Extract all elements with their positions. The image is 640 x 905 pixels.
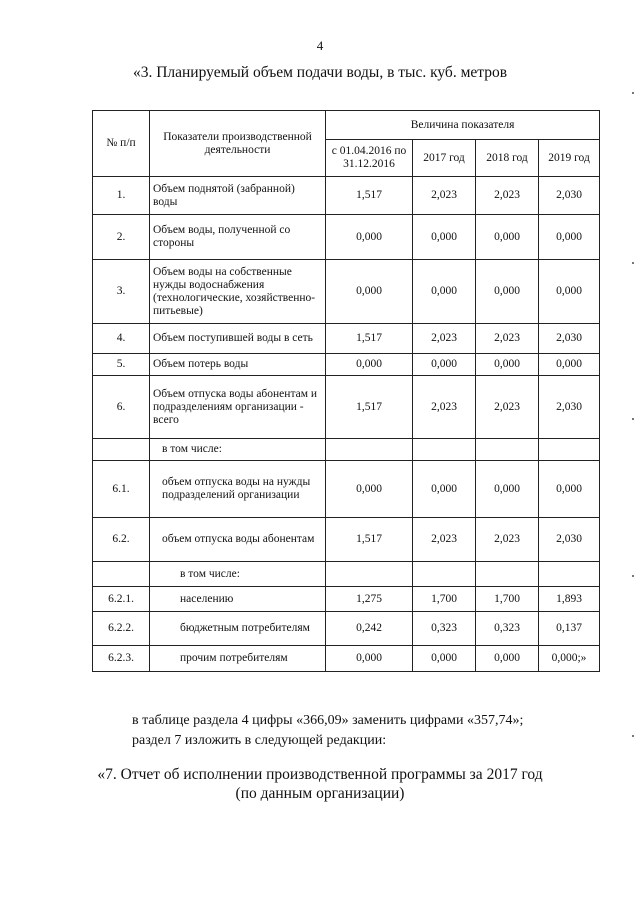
row-value	[476, 439, 539, 461]
row-name: бюджетным потребителям	[150, 612, 326, 646]
row-value: 0,000	[413, 354, 476, 376]
row-value: 2,023	[413, 518, 476, 562]
row-num	[93, 439, 150, 461]
table-row	[93, 461, 600, 518]
scan-artifact-dot	[632, 575, 634, 577]
row-value: 0,242	[326, 612, 413, 646]
row-value: 0,000	[476, 215, 539, 260]
row-value: 0,000	[539, 461, 600, 518]
row-value: 2,030	[539, 324, 600, 354]
page-number: 4	[316, 38, 324, 53]
scan-artifact-dot	[632, 92, 634, 94]
table-row	[93, 562, 600, 587]
row-value: 0,000	[539, 260, 600, 324]
row-value: 0,137	[539, 612, 600, 646]
table-row	[93, 215, 600, 260]
header-period-2019: 2019 год	[539, 140, 600, 177]
row-num: 1.	[93, 177, 150, 215]
row-num: 6.2.3.	[93, 646, 150, 672]
row-value: 1,517	[326, 324, 413, 354]
row-num	[93, 562, 150, 587]
row-value: 1,700	[413, 587, 476, 612]
row-name: объем отпуска воды на нужды подразделений организации	[150, 461, 326, 518]
row-num: 6.2.1.	[93, 587, 150, 612]
row-name: прочим потребителям	[150, 646, 326, 672]
next-section-title	[0, 765, 640, 803]
header-value-group: Величина показателя	[326, 111, 600, 140]
row-value: 0,000	[476, 354, 539, 376]
header-period-2018: 2018 год	[476, 140, 539, 177]
section-title: «3. Планируемый объем подачи воды, в тыс. куб. метров	[132, 64, 508, 81]
row-value: 2,030	[539, 177, 600, 215]
row-num: 4.	[93, 324, 150, 354]
row-name: Объем поступившей воды в сеть	[150, 324, 326, 354]
row-num: 6.	[93, 376, 150, 439]
header-indicators: Показатели производственной деятельности	[150, 111, 326, 177]
row-name: в том числе:	[150, 562, 326, 587]
row-name: Объем воды, полученной со стороны	[150, 215, 326, 260]
row-name: Объем воды на собственные нужды водоснабжения (технологические, хозяйственно-питьевые)	[150, 260, 326, 324]
row-value: 0,000	[413, 646, 476, 672]
row-value: 0,000	[476, 461, 539, 518]
row-name: Объем потерь воды	[150, 354, 326, 376]
row-value: 0,323	[413, 612, 476, 646]
row-name: в том числе:	[150, 439, 326, 461]
body-text-line: в таблице раздела 4 цифры «366,09» заменить цифрами «357,74»;	[132, 713, 524, 728]
row-value: 0,000	[413, 260, 476, 324]
row-value: 0,000	[413, 215, 476, 260]
scan-artifact-dot	[632, 262, 634, 264]
row-value: 0,000	[326, 354, 413, 376]
table-row	[93, 518, 600, 562]
next-section-title-line: (по данным организации)	[235, 785, 405, 802]
row-value: 1,700	[476, 587, 539, 612]
table-row	[93, 439, 600, 461]
row-value: 0,000;»	[539, 646, 600, 672]
row-value: 0,000	[326, 646, 413, 672]
body-text-line: раздел 7 изложить в следующей редакции:	[132, 733, 387, 748]
row-value	[539, 439, 600, 461]
row-value: 2,023	[476, 324, 539, 354]
row-value: 1,517	[326, 177, 413, 215]
row-value	[476, 562, 539, 587]
row-value	[326, 439, 413, 461]
row-value: 2,023	[413, 177, 476, 215]
row-name: Объем поднятой (забранной) воды	[150, 177, 326, 215]
row-value: 0,000	[326, 461, 413, 518]
scan-artifact-dot	[632, 735, 634, 737]
row-value: 1,275	[326, 587, 413, 612]
table-row	[93, 587, 600, 612]
row-value: 2,023	[413, 324, 476, 354]
row-num: 6.2.2.	[93, 612, 150, 646]
water-supply-table	[92, 110, 600, 672]
row-name: Объем отпуска воды абонентам и подразделениям организации - всего	[150, 376, 326, 439]
row-value: 0,000	[476, 646, 539, 672]
row-value: 2,023	[476, 177, 539, 215]
row-value	[413, 562, 476, 587]
scan-artifact-dot	[632, 418, 634, 420]
table-row	[93, 612, 600, 646]
table-row	[93, 376, 600, 439]
header-num: № п/п	[93, 111, 150, 177]
row-num: 3.	[93, 260, 150, 324]
row-value: 1,517	[326, 518, 413, 562]
row-value: 2,030	[539, 376, 600, 439]
row-value	[326, 562, 413, 587]
row-name: населению	[150, 587, 326, 612]
row-value: 0,000	[326, 260, 413, 324]
row-name: объем отпуска воды абонентам	[150, 518, 326, 562]
row-value: 0,000	[326, 215, 413, 260]
row-value	[413, 439, 476, 461]
row-value: 2,023	[476, 518, 539, 562]
row-value: 0,323	[476, 612, 539, 646]
table-row	[93, 177, 600, 215]
next-section-title-line: «7. Отчет об исполнении производственной программы за 2017 год	[97, 766, 543, 783]
row-value: 0,000	[539, 215, 600, 260]
table-row	[93, 646, 600, 672]
row-num: 6.2.	[93, 518, 150, 562]
row-num: 6.1.	[93, 461, 150, 518]
table-row	[93, 354, 600, 376]
row-num: 5.	[93, 354, 150, 376]
row-value: 0,000	[476, 260, 539, 324]
header-period-2017: 2017 год	[413, 140, 476, 177]
row-value: 1,517	[326, 376, 413, 439]
row-value: 2,023	[476, 376, 539, 439]
row-value: 2,030	[539, 518, 600, 562]
row-value: 2,023	[413, 376, 476, 439]
row-value: 1,893	[539, 587, 600, 612]
table-row	[93, 260, 600, 324]
row-value	[539, 562, 600, 587]
row-value: 0,000	[413, 461, 476, 518]
header-period-2016: с 01.04.2016 по 31.12.2016	[326, 140, 413, 177]
row-value: 0,000	[539, 354, 600, 376]
row-num: 2.	[93, 215, 150, 260]
table-row	[93, 324, 600, 354]
